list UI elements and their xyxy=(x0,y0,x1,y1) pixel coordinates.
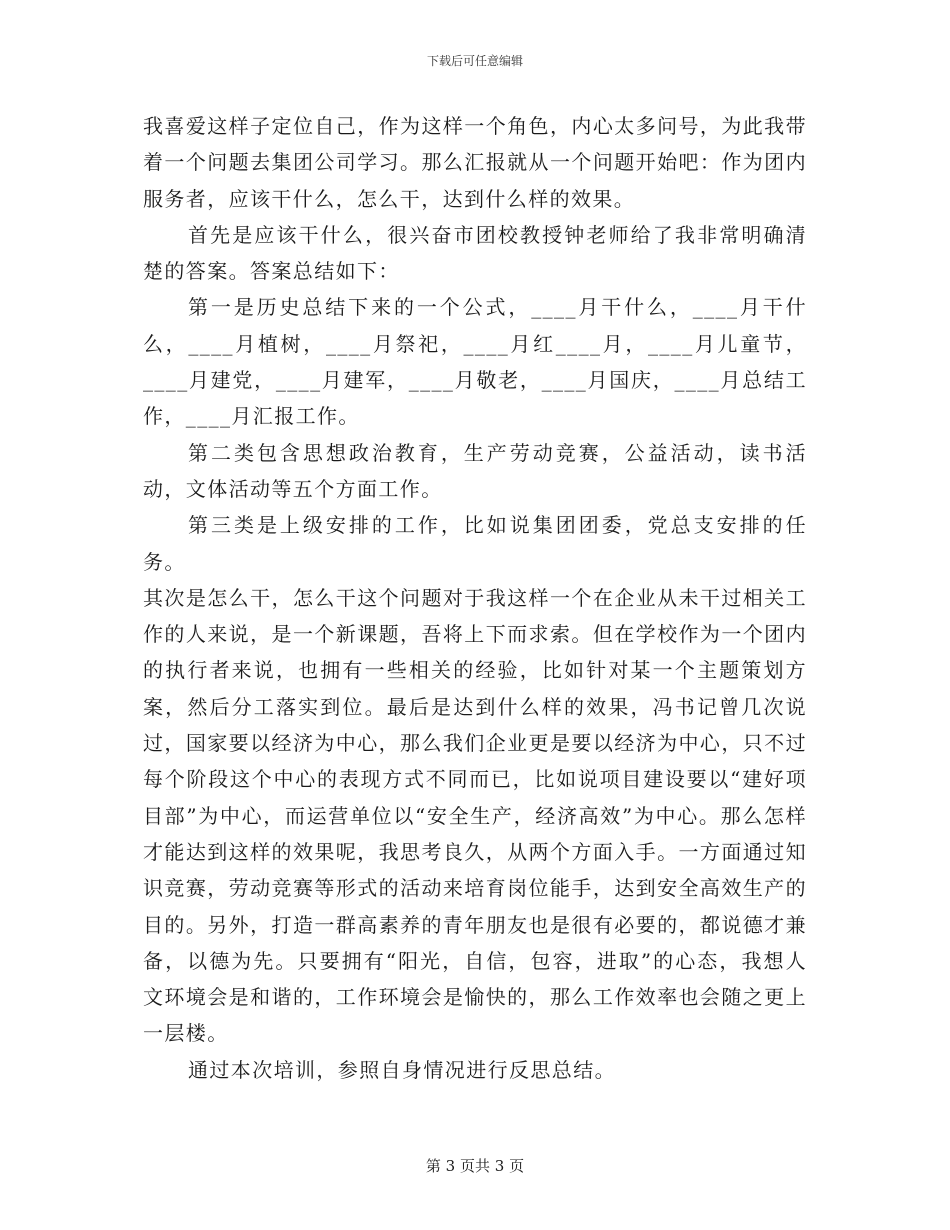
paragraph-second-category: 第二类包含思想政治教育，生产劳动竞赛，公益活动，读书活动，文体活动等五个方面工作。 xyxy=(143,440,807,501)
document-body xyxy=(143,108,807,1088)
paragraph-role-intro: 我喜爱这样子定位自己，作为这样一个角色，内心太多问号，为此我带着一个问题去集团公司学习。那么汇报就从一个问题开始吧：作为团内服务者，应该干什么，怎么干，达到什么样的效果。 xyxy=(143,114,807,211)
paragraph-how-to-do: 其次是怎么干，怎么干这个问题对于我这样一个在企业从未干过相关工作的人来说，是一个新课题，吾将上下而求索。但在学校作为一个团内的执行者来说，也拥有一些相关的经验，比如针对某一个主题策划方案，然后分工落实到位。最后是达到什么样的效果，冯书记曾几次说过，国家要以经济为中心，那么我们企业更是要以经济为中心，只不过每个阶段这个中心的表现方式不同而已，比如说项目建设要以“建好项目部”为中心，而运营单位以“安全生产，经济高效”为中心。那么怎样才能达到这样的效果呢，我思考良久，从两个方面入手。一方面通过知识竞赛，劳动竞赛等形式的活动来培育岗位能手，达到安全高效生产的目的。另外，打造一群高素养的青年朋友也是很有必要的，都说德才兼备，以德为先。只要拥有“阳光，自信，包容，进取”的心态，我想人文环境会是和谐的，工作环境会是愉快的，那么工作效率也会随之更上一层楼。 xyxy=(143,585,807,1046)
page-header: 下载后可任意编辑 xyxy=(426,54,523,68)
paragraph-conclusion: 通过本次培训，参照自身情况进行反思总结。 xyxy=(188,1057,616,1082)
paragraph-what-to-do: 首先是应该干什么，很兴奋市团校教授钟老师给了我非常明确清楚的答案。答案总结如下： xyxy=(143,222,807,284)
page-number-footer: 第 3 页共 3 页 xyxy=(425,1157,525,1175)
paragraph-first-formula: 第一是历史总结下来的一个公式，____月干什么，____月干什么，____月植树，____月祭祀，____月红____月，____月儿童节，____月建党，____月建军，____月敬老，____月国庆，____月总结工作，____月汇报工作。 xyxy=(143,295,807,429)
paragraph-third-category: 第三类是上级安排的工作，比如说集团团委，党总支安排的任务。 xyxy=(143,513,807,574)
